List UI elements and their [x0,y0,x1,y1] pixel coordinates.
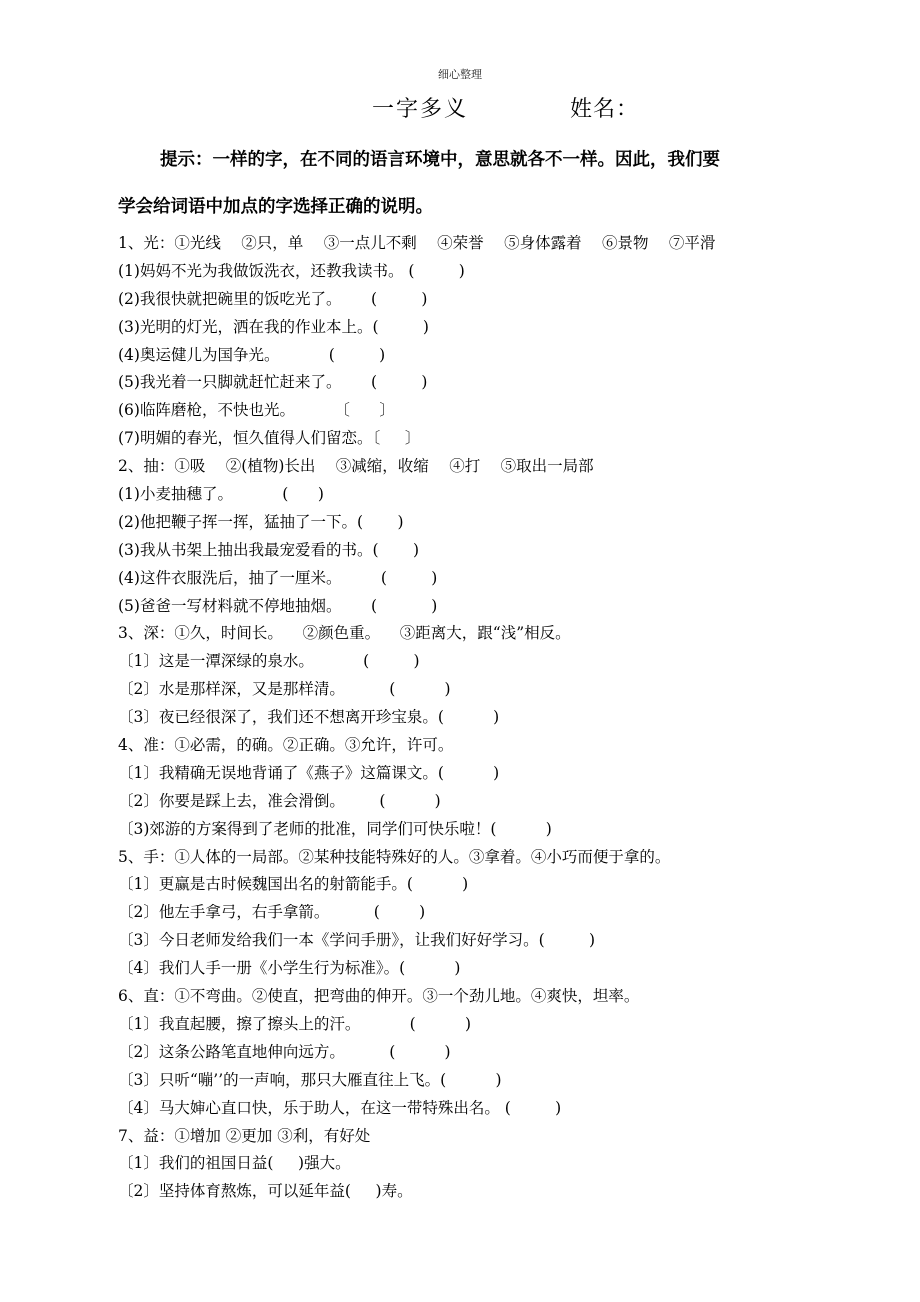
exercise-line: 〔1〕我直起腰，擦了擦头上的汗。 ( ) [118,1014,471,1033]
exercise-line: 〔2〕这条公路笔直地伸向远方。 ( ) [118,1042,451,1061]
exercise-line: 1、光：①光线 ②只，单 ③一点儿不剩 ④荣誉 ⑤身体露着 ⑥景物 ⑦平滑 [118,234,716,252]
exercise-line: 〔3〕只听“嘣’’的一声响，那只大雁直往上飞。( ) [118,1070,502,1089]
page-title: 一字多义 [372,97,469,122]
exercise-line: 〔4〕我们人手一册《小学生行为标准》。( ) [118,959,461,978]
exercise-line: 〔3)郊游的方案得到了老师的批准，同学们可快乐啦！( ) [118,819,552,838]
exercise-line: (5)我光着一只脚就赶忙赶来了。 ( ) [118,373,428,392]
header-note: 细心整理 [438,68,482,81]
exercise-line: 6、直：①不弯曲。②使直，把弯曲的伸开。③一个劲儿地。④爽快，坦率。 [118,987,640,1006]
exercise-line: 〔2〕水是那样深，又是那样清。 ( ) [118,680,451,699]
exercise-line: (1)妈妈不光为我做饭洗衣，还教我读书。 ( ) [118,261,465,280]
exercise-content [118,230,818,1206]
exercise-line: 7、益：①增加 ②更加 ③利，有好处 [118,1126,371,1145]
exercise-line: (4)这件衣服洗后，抽了一厘米。 ( ) [118,568,438,587]
exercise-line: (6)临阵磨枪，不快也光。 〔 〕 [118,401,395,420]
exercise-line: (4)奥运健儿为国争光。 ( ) [118,345,386,364]
exercise-line: 〔3〕今日老师发给我们一本《学问手册》，让我们好好学习。( ) [118,931,596,950]
exercise-line: 4、准：①必需，的确。②正确。③允许，许可。 [118,736,454,755]
exercise-line: 〔2〕坚持体育熬炼，可以延年益( )寿。 [118,1182,413,1201]
exercise-line: (3)光明的灯光，洒在我的作业本上。( ) [118,317,429,336]
exercise-line: 2、抽：①吸 ②(植物)长出 ③减缩，收缩 ④打 ⑤取出一局部 [118,457,594,476]
exercise-line: 〔2〕你要是踩上去，准会滑倒。 ( ) [118,791,441,810]
exercise-line: (2)我很快就把碗里的饭吃光了。 ( ) [118,289,428,308]
exercise-line: (7)明媚的春光，恒久值得人们留恋。〔 〕 [118,429,421,448]
exercise-line: 3、深：①久，时间长。 ②颜色重。 ③距离大，跟“浅”相反。 [118,624,571,643]
title-row [0,92,920,124]
exercise-line: 〔1〕这是一潭深绿的泉水。 ( ) [118,652,420,671]
exercise-line: (1)小麦抽穗了。 ( ) [118,485,324,504]
exercise-line: 〔3〕夜已经很深了，我们还不想离开珍宝泉。( ) [118,708,500,727]
hint-line-1: 提示：一样的字，在不同的语言环境中，意思就各不一样。因此，我们要 [160,150,720,170]
exercise-line: 5、手：①人体的一局部。②某种技能特殊好的人。③拿着。④小巧而便于拿的。 [118,847,671,866]
exercise-line: (3)我从书架上抽出我最宠爱看的书。( ) [118,540,420,559]
exercise-line: (2)他把鞭子挥一挥，猛抽了一下。( ) [118,512,404,531]
exercise-line: (5)爸爸一写材料就不停地抽烟。 ( ) [118,596,438,615]
name-label: 姓名： [570,97,640,122]
exercise-line: 〔4〕马大婶心直口快，乐于助人，在这一带特殊出名。 ( ) [118,1098,562,1117]
hint-line-2: 学会给词语中加点的字选择正确的说明。 [118,197,433,217]
exercise-line: 〔1〕我精确无误地背诵了《燕子》这篇课文。( ) [118,763,500,782]
exercise-line: 〔1〕更赢是古时候魏国出名的射箭能手。( ) [118,875,469,894]
exercise-line: 〔1〕我们的祖国日益( )强大。 [118,1154,351,1173]
exercise-line: 〔2〕他左手拿弓，右手拿箭。 ( ) [118,903,426,922]
